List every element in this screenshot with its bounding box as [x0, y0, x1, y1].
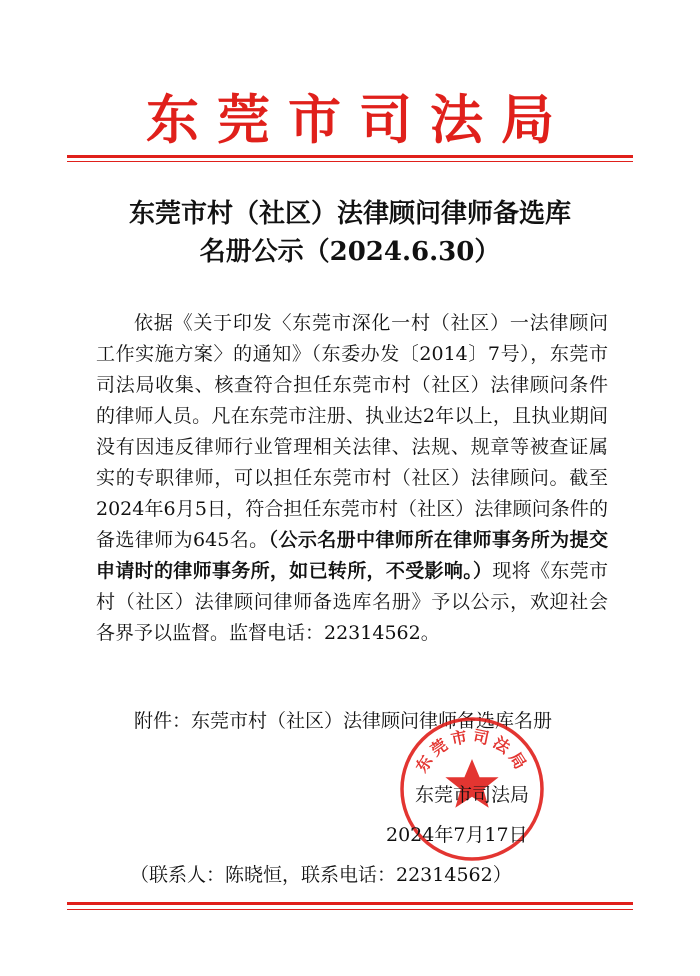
contact-line: （联系人：陈晓恒，联系电话：22314562）: [130, 864, 512, 886]
attachment-line: 附件：东莞市村（社区）法律顾问律师备选库名册: [134, 710, 553, 732]
body-emphasis-note: （公示名册中律师所在律师事务所为提交申请时的律师事务所，如已转所，不受影响。）: [96, 529, 608, 582]
footer-rule-thin: [67, 909, 633, 910]
footer-rule-thick: [67, 902, 633, 905]
body-paragraph: [96, 308, 608, 649]
signer-org: 东莞市司法局: [415, 784, 530, 806]
masthead-rule-thick: [67, 155, 633, 158]
doc-title-line2: 名册公示（2024.6.30）: [199, 237, 501, 267]
body-text-part1: 依据《关于印发〈东莞市深化一村（社区）一法律顾问工作实施方案〉的通知》（东委办发〔2014〕7号），东莞市司法局收集、核查符合担任东莞市村（社区）法律顾问条件的律师人员。凡在东莞市注册、执业达2年以上，且执业期间没有因违反律师行业管理相关法律、法规、规章等被查证属实的专职律师，可以担任东莞市村（社区）法律顾问。截至2024年6月5日，符合担任东莞市村（社区）法律顾问条件的备选律师为645名。: [96, 312, 608, 551]
body-text-part2: 现将《东莞市村（社区）法律顾问律师备选库名册》予以公示，欢迎社会各界予以监督。监督电话：22314562。: [96, 560, 608, 644]
seal-text: 东莞市司法局: [411, 726, 533, 776]
masthead-rule-thin: [67, 161, 633, 162]
doc-title-line1: 东莞市村（社区）法律顾问律师备选库: [128, 199, 571, 229]
masthead-org-name: 东莞市司法局: [146, 89, 572, 151]
signing-date: 2024年7月17日: [386, 824, 528, 846]
